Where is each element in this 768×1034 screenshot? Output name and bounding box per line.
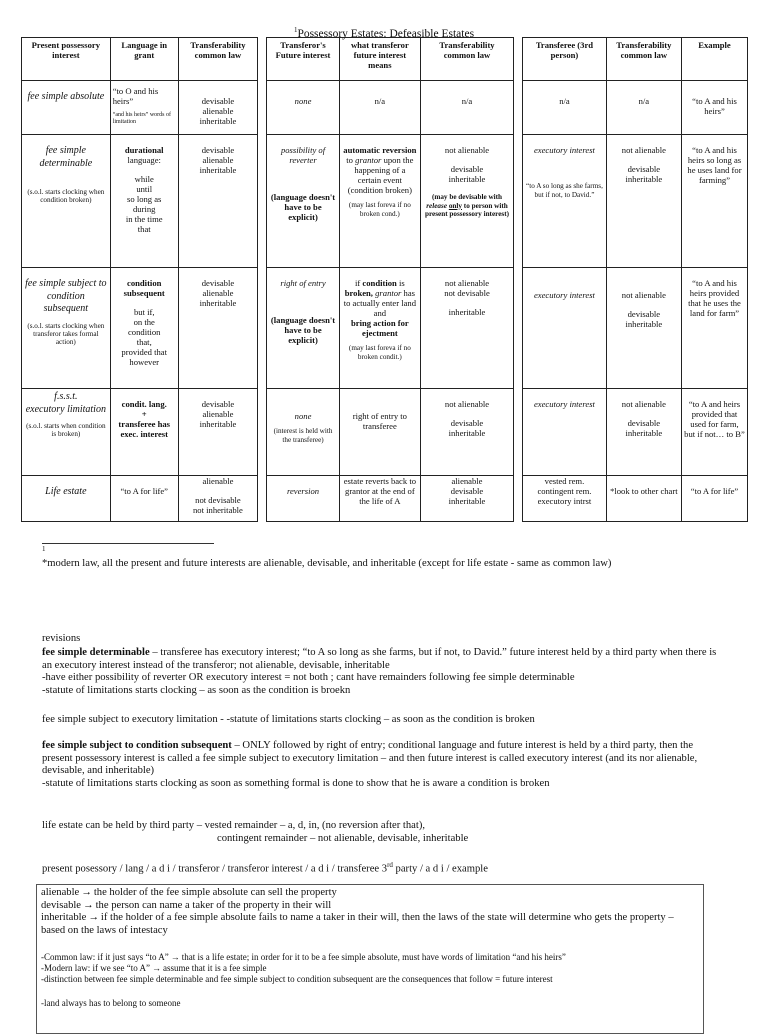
future-note: (interest is held with the transferee) bbox=[273, 427, 333, 444]
transfer-not-alienable: not alienable bbox=[444, 278, 490, 288]
estate-name: fee simple absolute bbox=[22, 81, 111, 135]
transferability-cell-3: *look to other chart bbox=[606, 476, 681, 522]
estate-name: Life estate bbox=[22, 476, 111, 522]
transferee-cell: executory interest bbox=[523, 389, 607, 476]
transfer-inheritable: inheritable bbox=[448, 496, 486, 507]
arrow-icon: → bbox=[151, 963, 161, 974]
transferability-cell-3 bbox=[606, 389, 681, 476]
header-present: Present possessory interest bbox=[22, 38, 111, 81]
means-bold: bring action for ejectment bbox=[350, 318, 409, 339]
transferability-cell bbox=[178, 389, 257, 476]
column-gap bbox=[513, 268, 522, 389]
transferability-cell bbox=[178, 268, 257, 389]
transferee-note: “to A so long as she farms, but if not, to David.” bbox=[526, 182, 603, 199]
transfer-not-devisable: not devisable bbox=[195, 495, 241, 506]
language-word: provided that bbox=[121, 347, 168, 358]
example-cell: “to A and his heirs so long as he uses land for farming” bbox=[682, 135, 748, 268]
transfer-inheritable: inheritable bbox=[625, 174, 663, 185]
estate-name-2: executory limitation bbox=[25, 403, 106, 415]
transfer-not-alienable: not alienable bbox=[621, 290, 666, 300]
transfer-inheritable: inheritable bbox=[199, 165, 237, 176]
transferee-cell bbox=[523, 476, 607, 522]
language-cell bbox=[110, 389, 178, 476]
language-word: while bbox=[134, 174, 154, 185]
column-gap bbox=[258, 389, 267, 476]
revisions-heading: revisions bbox=[42, 633, 81, 644]
transfer-devisable: devisable bbox=[627, 418, 661, 429]
future-interest: none bbox=[294, 411, 312, 421]
estate-note: (s.o.l. starts clocking when transferor takes formal action) bbox=[27, 321, 105, 347]
column-gap bbox=[513, 135, 522, 268]
transfer-inheritable: inheritable bbox=[448, 428, 486, 439]
transfer-devisable: devisable bbox=[201, 96, 235, 106]
transfer-devisable: devisable bbox=[201, 278, 235, 288]
means-cell: right of entry to transferee bbox=[339, 389, 420, 476]
language-plus: + bbox=[141, 409, 147, 420]
transfer-inheritable: inheritable bbox=[448, 174, 486, 185]
transferability-cell-2: n/a bbox=[421, 81, 514, 135]
arrow-icon: → bbox=[83, 899, 94, 911]
language-bold: condition subsequent bbox=[123, 278, 165, 299]
language-cell bbox=[110, 135, 178, 268]
transfer-devisable: devisable bbox=[450, 486, 484, 497]
note-condition-subsequent: fee simple subject to condition subsequent – ONLY followed by right of entry; conditional language and future interest is held by a third party, then the present possessory interest is called a fee simple subject to executory limitation – and then future interest is called executory interest (and its nor alienable, devisable, and inheritable) -statute of limitations starts clocking as soon as something formal is done to show that he is aware a condition is broken bbox=[42, 740, 698, 790]
column-gap bbox=[513, 38, 522, 81]
transfer-not-devisable: not devisable bbox=[444, 288, 490, 299]
transfer-devisable: devisable bbox=[450, 418, 484, 429]
future-note: (language doesn't have to be explicit) bbox=[270, 192, 336, 223]
transferability-cell bbox=[178, 135, 257, 268]
header-transferability-1: Transferability common law bbox=[178, 38, 257, 81]
means-note: (may last foreva if no broken cond.) bbox=[348, 201, 411, 218]
transferee-contingent: contingent rem. bbox=[537, 486, 592, 497]
transfer-devisable: devisable bbox=[627, 164, 661, 175]
distinction-note: -distinction between fee simple determinable and fee simple subject to condition subsequent are the consequences that follow = future interest bbox=[41, 974, 553, 985]
header-transferor: Transferor's Future interest bbox=[267, 38, 339, 81]
title-footnote-mark: 1 bbox=[293, 26, 298, 34]
language-word: but if, bbox=[133, 307, 155, 318]
language-bold: durational bbox=[124, 145, 164, 155]
means-cell bbox=[339, 135, 420, 268]
means-bold: automatic reversion bbox=[343, 145, 417, 155]
header-transferee: Transferee (3rd person) bbox=[523, 38, 607, 81]
transferability-cell bbox=[178, 476, 257, 522]
language-note: “and his heirs” words of limitation bbox=[112, 112, 172, 125]
column-gap bbox=[258, 135, 267, 268]
table-row bbox=[22, 389, 748, 476]
arrow-icon: → bbox=[81, 887, 92, 898]
table-row bbox=[22, 135, 748, 268]
estate-name: fee simple determinable bbox=[39, 145, 93, 169]
estate-note: (s.o.l. starts when condition is broken) bbox=[26, 422, 106, 439]
header-language: Language in grant bbox=[110, 38, 178, 81]
column-gap bbox=[258, 476, 267, 522]
modern-law-note: -Modern law: if we see “to A” → assume that it is a fee simple bbox=[41, 963, 267, 974]
means-cell: n/a bbox=[339, 81, 420, 135]
transferability-cell-2 bbox=[421, 135, 514, 268]
future-interest: reversion bbox=[267, 476, 339, 522]
language-word: until bbox=[136, 184, 153, 195]
language-word: so long as bbox=[127, 194, 162, 205]
language-word: on the bbox=[133, 317, 155, 328]
transfer-not-alienable: not alienable bbox=[444, 145, 490, 155]
language-cell: “to A for life” bbox=[110, 476, 178, 522]
common-law-note: -Common law: if it just says “to A” → that is a life estate; in order for it to be a fee simple absolute, must have words of limitation “and his heirs” bbox=[41, 951, 566, 962]
transferability-cell-3 bbox=[606, 268, 681, 389]
transferability-cell-3: n/a bbox=[606, 81, 681, 135]
means-to: to bbox=[346, 155, 353, 166]
estate-name: fee simple subject to condition subsequent bbox=[25, 278, 107, 314]
transfer-not-alienable: not alienable bbox=[444, 399, 490, 409]
transfer-not-alienable: not alienable bbox=[621, 399, 666, 409]
note-life-estate: life estate can be held by third party – vested remainder – a, d, in, (no reversion after that), contingent remainder – not alienable, devisable, inheritable bbox=[42, 820, 469, 844]
definition-devisable: devisable → the person can name a taker of the property in their will bbox=[41, 899, 332, 911]
transferability-cell-2 bbox=[421, 268, 514, 389]
language-word: during bbox=[133, 204, 156, 215]
estate-cell bbox=[22, 268, 111, 389]
language-bold: condit. lang. bbox=[121, 399, 167, 409]
example-cell: “to A and heirs provided that used for farm, but if not… to B” bbox=[682, 389, 748, 476]
header-means: what transferor future interest means bbox=[339, 38, 420, 81]
example-cell: “to A and his heirs provided that he uses the land for farm” bbox=[682, 268, 748, 389]
footnote-rule bbox=[42, 543, 214, 544]
table-row bbox=[22, 476, 748, 522]
language-text: language: bbox=[127, 155, 161, 166]
means-note: (may last foreva if no broken condit.) bbox=[348, 344, 411, 361]
table-row bbox=[22, 81, 748, 135]
means-text: upon the happening of a certain event (condition broken) bbox=[347, 155, 414, 196]
land-note: -land always has to belong to someone bbox=[41, 997, 181, 1008]
column-gap bbox=[513, 389, 522, 476]
future-interest: right of entry bbox=[280, 278, 326, 288]
definition-alienable: alienable → the holder of the fee simple absolute can sell the property bbox=[41, 887, 337, 898]
header-transferability-2: Transferability common law bbox=[421, 38, 514, 81]
transferability-cell-2 bbox=[421, 389, 514, 476]
transfer-devisable: devisable bbox=[450, 164, 484, 175]
definition-inheritable: inheritable → if the holder of a fee simple absolute fails to name a taker in their will, then the laws of the state will determine who gets the property – based on the laws of intestacy bbox=[41, 912, 674, 937]
future-note: (language doesn't have to be explicit) bbox=[270, 315, 336, 346]
footnote-text: *modern law, all the present and future interests are alienable, devisable, and inheritable (except for life estate - same as common law) bbox=[42, 558, 612, 569]
estate-cell bbox=[22, 389, 111, 476]
language-bold-2: transferee has exec. interest bbox=[118, 419, 171, 440]
transfer-inheritable: inheritable bbox=[199, 116, 237, 127]
means-cell: estate reverts back to grantor at the end of the life of A bbox=[339, 476, 420, 522]
transfer-note: (may be devisable with release only to person with present possessory interest) bbox=[425, 193, 509, 219]
column-gap bbox=[513, 81, 522, 135]
transfer-inheritable: inheritable bbox=[448, 307, 486, 318]
example-cell: “to A for life” bbox=[682, 476, 748, 522]
estates-table bbox=[21, 37, 748, 522]
arrow-icon: → bbox=[88, 912, 99, 924]
table-row bbox=[22, 268, 748, 389]
column-gap bbox=[258, 268, 267, 389]
language-cell bbox=[110, 81, 178, 135]
arrow-icon: → bbox=[170, 951, 180, 962]
language-cell bbox=[110, 268, 178, 389]
footnote-mark: 1 bbox=[42, 545, 46, 553]
transferee-cell: executory interest bbox=[523, 268, 607, 389]
transfer-alienable: alienable bbox=[202, 155, 234, 166]
transfer-not-alienable: not alienable bbox=[621, 145, 666, 155]
title-text: Possessory Estates: Defeasible Estates bbox=[297, 27, 475, 40]
transferee-cell: n/a bbox=[523, 81, 607, 135]
language-word: that, bbox=[136, 337, 152, 348]
language-text: “to O and his heirs” bbox=[112, 86, 159, 107]
transferee-vested: vested rem. bbox=[544, 476, 585, 486]
transfer-inheritable: inheritable bbox=[625, 428, 663, 439]
example-cell: “to A and his heirs” bbox=[682, 81, 748, 135]
means-cell: if condition is broken, grantor has to actually enter land and bring action for ejectment (may last foreva if no broken condit.) bbox=[339, 268, 420, 389]
transfer-alienable: alienable bbox=[202, 288, 234, 299]
transfer-inheritable: inheritable bbox=[625, 319, 663, 330]
future-interest-cell bbox=[267, 389, 339, 476]
transfer-alienable: alienable bbox=[202, 476, 234, 486]
transfer-devisable: devisable bbox=[201, 399, 235, 409]
future-interest-cell bbox=[267, 268, 339, 389]
note-executory-limitation: fee simple subject to executory limitation - -statute of limitations starts clocking – as soon as the condition is broken bbox=[42, 714, 535, 725]
transferability-cell-3 bbox=[606, 135, 681, 268]
language-word: that bbox=[137, 224, 151, 235]
definitions-box bbox=[36, 884, 704, 1034]
transfer-devisable: devisable bbox=[627, 309, 661, 320]
transferability-cell bbox=[178, 81, 257, 135]
means-grantor: grantor bbox=[355, 155, 382, 166]
transferee-cell bbox=[523, 135, 607, 268]
language-word: however bbox=[129, 357, 160, 368]
column-gap bbox=[258, 81, 267, 135]
transfer-inheritable: inheritable bbox=[199, 419, 237, 430]
future-interest-cell bbox=[267, 135, 339, 268]
future-interest: none bbox=[267, 81, 339, 135]
header-transferability-3: Transferability common law bbox=[606, 38, 681, 81]
estate-name: f.s.s.t. bbox=[54, 391, 78, 402]
transfer-alienable: alienable bbox=[202, 409, 234, 420]
language-word: condition bbox=[127, 327, 161, 338]
column-gap bbox=[513, 476, 522, 522]
column-gap bbox=[258, 38, 267, 81]
language-word: in the time bbox=[125, 214, 163, 225]
estate-note: (s.o.l. starts clocking when condition broken) bbox=[27, 188, 105, 205]
note-fee-simple-determinable: fee simple determinable – transferee has executory interest; “to A so long as she farms, but if not, to David.” future interest held by a third party when there is an executory interest instead of the transferor; not alienable, devisable, inheritable -have either possibility of reverter OR executory interest = not both ; cant have remainders following fee simple determinable -statute of limitations starts clocking – as soon as the condition is broekn bbox=[42, 647, 717, 697]
table-header-row bbox=[22, 38, 748, 81]
estate-cell bbox=[22, 135, 111, 268]
transfer-devisable: devisable bbox=[201, 145, 235, 155]
transfer-alienable: alienable bbox=[451, 476, 483, 486]
transfer-inheritable: inheritable bbox=[199, 298, 237, 309]
header-example: Example bbox=[682, 38, 748, 81]
transferability-cell-2 bbox=[421, 476, 514, 522]
transfer-alienable: alienable bbox=[202, 106, 234, 117]
transferee-executory: executory intrst bbox=[537, 496, 592, 507]
transferee-interest: executory interest bbox=[533, 145, 595, 155]
transfer-not-inheritable: not inheritable bbox=[193, 505, 243, 516]
future-interest: possibility of reverter bbox=[280, 145, 326, 166]
note-summary: present posessory / lang / a d i / transferor / transferor interest / a d i / transferee 3rd party / a d i / example bbox=[42, 861, 488, 875]
